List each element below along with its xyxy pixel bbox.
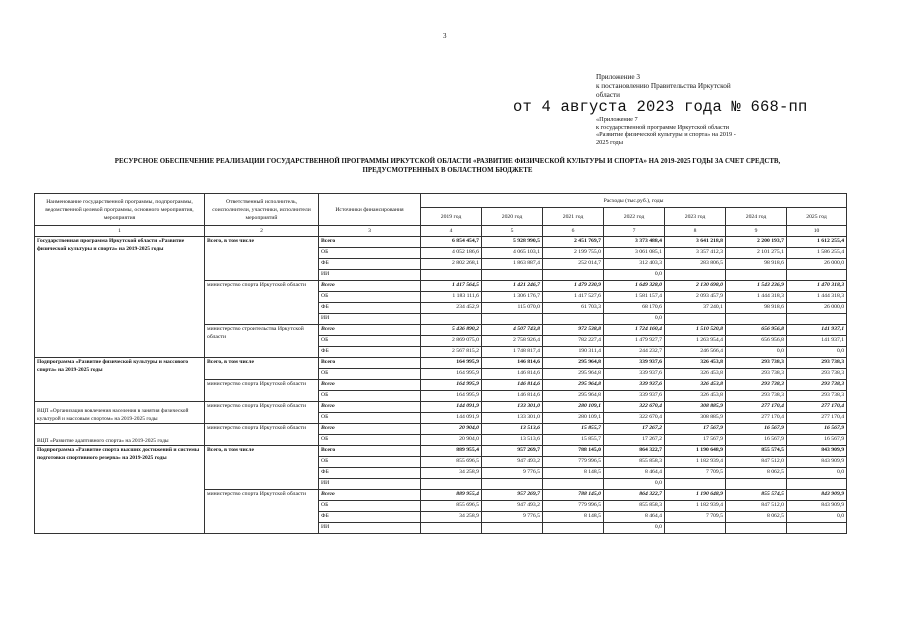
executor-cell: министерство спорта Иркутской области [205, 380, 319, 402]
executor-cell: министерство спорта Иркутской области [205, 490, 319, 534]
col-expenses-header: Расходы (тыс.руб.), годы [421, 194, 847, 208]
source-cell: ФБ [319, 512, 421, 523]
amount-cell: 277 170,4 [726, 402, 787, 413]
amount-cell: 244 232,7 [604, 347, 665, 358]
source-cell: ОБ [319, 248, 421, 259]
program-name-cell: Подпрограмма «Развитие физической культуры и массового спорта» на 2019-2025 годы [35, 358, 205, 402]
amount-cell: 13 513,6 [482, 435, 543, 446]
amount-cell: 133 301,0 [482, 402, 543, 413]
year-header: 2022 год [604, 208, 665, 226]
col-program-header: Наименование государственной программы, подпрограммы, ведомственной целевой программы, основного мероприятия, мероприятия [35, 194, 205, 226]
amount-cell: 37 240,1 [665, 303, 726, 314]
amount-cell: 17 567,9 [665, 435, 726, 446]
source-cell: ИИ [319, 270, 421, 281]
amount-cell: 843 909,9 [787, 490, 847, 501]
amount-cell: 13 513,6 [482, 424, 543, 435]
source-cell: ОБ [319, 501, 421, 512]
source-cell: ФБ [319, 347, 421, 358]
title-line: ПРЕДУСМОТРЕННЫХ В ОБЛАСТНОМ БЮДЖЕТЕ [362, 167, 533, 174]
annex-line: «Развитие физической культуры и спорта» на 2019 - [596, 131, 736, 139]
amount-cell [726, 523, 787, 534]
col-source-header: Источники финансирования [319, 194, 421, 226]
year-header: 2023 год [665, 208, 726, 226]
page-number: 3 [443, 32, 447, 40]
table-row [35, 237, 847, 248]
column-number: 8 [665, 226, 726, 237]
amount-cell: 293 738,3 [787, 391, 847, 402]
amount-cell: 1 444 318,3 [787, 292, 847, 303]
amount-cell: 8 464,4 [604, 512, 665, 523]
amount-cell: 326 453,8 [665, 391, 726, 402]
amount-cell: 1 421 246,7 [482, 281, 543, 292]
amount-cell: 8 148,5 [543, 512, 604, 523]
amount-cell: 98 918,6 [726, 259, 787, 270]
amount-cell: 252 014,7 [543, 259, 604, 270]
amount-cell: 0,0 [726, 347, 787, 358]
amount-cell: 957 269,7 [482, 446, 543, 457]
amount-cell: 0,0 [787, 512, 847, 523]
amount-cell: 855 696,5 [421, 457, 482, 468]
amount-cell: 1 417 527,6 [543, 292, 604, 303]
table-row [35, 358, 847, 369]
amount-cell: 8 062,5 [726, 512, 787, 523]
amount-cell: 144 091,9 [421, 413, 482, 424]
amount-cell: 7 709,5 [665, 468, 726, 479]
amount-cell: 1 182 939,4 [665, 501, 726, 512]
amount-cell [726, 270, 787, 281]
executor-cell: министерство спорта Иркутской области [205, 281, 319, 325]
amount-cell: 864 322,7 [604, 490, 665, 501]
amount-cell: 293 738,3 [726, 369, 787, 380]
amount-cell: 293 738,3 [726, 358, 787, 369]
amount-cell [421, 479, 482, 490]
source-cell: ОБ [319, 391, 421, 402]
amount-cell: 1 479 230,9 [543, 281, 604, 292]
year-header: 2019 год [421, 208, 482, 226]
amount-cell: 326 453,8 [665, 380, 726, 391]
col-executor-header: Ответственный исполнитель, соисполнители, участники, исполнители мероприятий [205, 194, 319, 226]
amount-cell: 34 258,9 [421, 468, 482, 479]
amount-cell: 1 612 255,4 [787, 237, 847, 248]
amount-cell [543, 314, 604, 325]
document-title [40, 157, 855, 175]
source-cell: Всего [319, 358, 421, 369]
amount-cell: 947 493,2 [482, 501, 543, 512]
amount-cell: 280 109,1 [543, 402, 604, 413]
amount-cell: 0,0 [604, 314, 665, 325]
amount-cell: 0,0 [604, 523, 665, 534]
amount-cell: 146 814,6 [482, 391, 543, 402]
amount-cell: 1 510 520,8 [665, 325, 726, 336]
amount-cell: 855 696,5 [421, 501, 482, 512]
amount-cell: 293 738,3 [726, 380, 787, 391]
amount-cell: 164 995,9 [421, 369, 482, 380]
amount-cell: 277 170,4 [726, 413, 787, 424]
amount-cell: 277 170,4 [787, 413, 847, 424]
amount-cell: 2 869 075,0 [421, 336, 482, 347]
amount-cell: 843 909,9 [787, 501, 847, 512]
amount-cell: 855 858,3 [604, 457, 665, 468]
source-cell: Всего [319, 325, 421, 336]
source-cell: ФБ [319, 259, 421, 270]
source-cell: Всего [319, 424, 421, 435]
amount-cell [726, 314, 787, 325]
amount-cell [421, 314, 482, 325]
amount-cell: 1 263 954,4 [665, 336, 726, 347]
amount-cell [665, 270, 726, 281]
amount-cell: 3 061 085,1 [604, 248, 665, 259]
amount-cell [421, 270, 482, 281]
amount-cell: 656 956,8 [726, 336, 787, 347]
header-row [35, 194, 847, 208]
amount-cell: 4 065 103,1 [482, 248, 543, 259]
amount-cell: 26 000,0 [787, 303, 847, 314]
executor-cell: Всего, в том числе [205, 237, 319, 281]
amount-cell: 283 806,5 [665, 259, 726, 270]
amount-cell: 2 758 926,4 [482, 336, 543, 347]
amount-cell [543, 270, 604, 281]
program-name-cell: ВЦП «Организация вовлечения населения в занятия физической культурой и массовым спортом» на 2019-2025 годы [35, 402, 205, 424]
amount-cell [787, 270, 847, 281]
amount-cell: 20 904,0 [421, 435, 482, 446]
amount-cell: 20 904,0 [421, 424, 482, 435]
column-number: 7 [604, 226, 665, 237]
amount-cell: 782 227,4 [543, 336, 604, 347]
amount-cell: 847 512,0 [726, 501, 787, 512]
amount-cell: 295 964,8 [543, 358, 604, 369]
amount-cell: 16 567,9 [726, 435, 787, 446]
source-cell: Всего [319, 402, 421, 413]
amount-cell: 295 964,8 [543, 391, 604, 402]
amount-cell: 339 937,6 [604, 358, 665, 369]
year-header: 2024 год [726, 208, 787, 226]
amount-cell: 9 776,5 [482, 512, 543, 523]
source-cell: ОБ [319, 369, 421, 380]
column-number: 1 [35, 226, 205, 237]
amount-cell: 1 190 648,9 [665, 446, 726, 457]
annex-line: 2025 годы [596, 138, 623, 146]
amount-cell: 68 170,6 [604, 303, 665, 314]
amount-cell: 1 543 236,9 [726, 281, 787, 292]
amount-cell: 8 062,5 [726, 468, 787, 479]
amount-cell: 1 183 111,6 [421, 292, 482, 303]
amount-cell: 788 145,0 [543, 490, 604, 501]
amount-cell: 779 996,5 [543, 501, 604, 512]
year-header: 2025 год [787, 208, 847, 226]
amount-cell: 26 000,0 [787, 259, 847, 270]
source-cell: ИИ [319, 523, 421, 534]
amount-cell: 326 453,8 [665, 358, 726, 369]
amount-cell: 144 091,9 [421, 402, 482, 413]
amount-cell: 9 776,5 [482, 468, 543, 479]
amount-cell: 779 996,5 [543, 457, 604, 468]
amount-cell: 164 995,9 [421, 391, 482, 402]
table-row [35, 446, 847, 457]
amount-cell: 146 814,6 [482, 369, 543, 380]
amount-cell: 1 748 817,4 [482, 347, 543, 358]
amount-cell: 1 306 176,7 [482, 292, 543, 303]
source-cell: ФБ [319, 303, 421, 314]
amount-cell: 2 101 275,1 [726, 248, 787, 259]
amount-cell: 164 995,9 [421, 358, 482, 369]
table-row [35, 402, 847, 413]
amount-cell: 326 453,8 [665, 369, 726, 380]
amount-cell: 2 130 698,0 [665, 281, 726, 292]
amount-cell [543, 523, 604, 534]
amount-cell [543, 479, 604, 490]
amount-cell: 3 641 218,8 [665, 237, 726, 248]
amount-cell: 277 170,4 [787, 402, 847, 413]
amount-cell: 6 854 454,7 [421, 237, 482, 248]
amount-cell: 972 538,8 [543, 325, 604, 336]
amount-cell: 234 452,9 [421, 303, 482, 314]
source-cell: ОБ [319, 292, 421, 303]
amount-cell: 16 567,9 [787, 424, 847, 435]
executor-cell: Всего, в том числе [205, 446, 319, 490]
amount-cell: 2 802 268,1 [421, 259, 482, 270]
resource-table [34, 193, 847, 534]
column-number: 10 [787, 226, 847, 237]
amount-cell: 61 703,3 [543, 303, 604, 314]
amount-cell: 4 052 186,6 [421, 248, 482, 259]
amount-cell: 1 863 887,4 [482, 259, 543, 270]
amount-cell: 889 955,4 [421, 490, 482, 501]
amount-cell: 843 909,9 [787, 457, 847, 468]
amount-cell: 2 200 193,7 [726, 237, 787, 248]
amount-cell: 293 738,3 [787, 358, 847, 369]
amount-cell: 656 956,8 [726, 325, 787, 336]
amount-cell: 15 855,7 [543, 424, 604, 435]
amount-cell: 16 567,9 [787, 435, 847, 446]
amount-cell: 339 937,6 [604, 391, 665, 402]
amount-cell [787, 479, 847, 490]
amount-cell: 8 148,5 [543, 468, 604, 479]
amount-cell [482, 314, 543, 325]
amount-cell: 339 937,6 [604, 380, 665, 391]
column-number: 3 [319, 226, 421, 237]
amount-cell [787, 523, 847, 534]
amount-cell: 864 322,7 [604, 446, 665, 457]
source-cell: ИИ [319, 314, 421, 325]
amount-cell: 0,0 [787, 347, 847, 358]
year-header: 2021 год [543, 208, 604, 226]
source-cell: ОБ [319, 413, 421, 424]
amount-cell: 3 357 412,3 [665, 248, 726, 259]
amount-cell: 133 301,0 [482, 413, 543, 424]
source-cell: Всего [319, 446, 421, 457]
amount-cell [665, 523, 726, 534]
amount-cell: 308 885,9 [665, 413, 726, 424]
amount-cell: 146 814,6 [482, 358, 543, 369]
amount-cell: 246 566,4 [665, 347, 726, 358]
amount-cell: 855 574,5 [726, 446, 787, 457]
source-cell: Всего [319, 490, 421, 501]
source-cell: Всего [319, 281, 421, 292]
amount-cell: 17 567,9 [665, 424, 726, 435]
amount-cell: 98 918,6 [726, 303, 787, 314]
amount-cell [726, 479, 787, 490]
amount-cell: 34 258,9 [421, 512, 482, 523]
source-cell: ОБ [319, 435, 421, 446]
amount-cell: 141 937,1 [787, 325, 847, 336]
amount-cell: 855 858,3 [604, 501, 665, 512]
annex-line: «Приложение 7 [596, 116, 638, 123]
source-cell: ОБ [319, 336, 421, 347]
resolution-date: от 4 августа 2023 года № 668-пп [513, 98, 808, 116]
column-number: 4 [421, 226, 482, 237]
amount-cell: 164 995,9 [421, 380, 482, 391]
amount-cell: 141 937,1 [787, 336, 847, 347]
amount-cell: 293 738,3 [787, 380, 847, 391]
column-number: 5 [482, 226, 543, 237]
annex-line: к государственной программе Иркутской области [596, 123, 729, 131]
executor-cell: министерство спорта Иркутской области [205, 424, 319, 446]
amount-cell: 855 574,5 [726, 490, 787, 501]
amount-cell: 5 436 890,2 [421, 325, 482, 336]
amount-cell: 2 567 815,2 [421, 347, 482, 358]
amount-cell: 2 093 457,9 [665, 292, 726, 303]
amount-cell: 293 738,3 [726, 391, 787, 402]
amount-cell: 16 567,9 [726, 424, 787, 435]
amount-cell: 1 586 255,4 [787, 248, 847, 259]
program-name-cell: Государственная программа Иркутской области «Развитие физической культуры и спорта» на 2019-2025 годы [35, 237, 205, 358]
amount-cell: 190 311,4 [543, 347, 604, 358]
amount-cell [482, 270, 543, 281]
amount-cell: 280 109,1 [543, 413, 604, 424]
column-number: 6 [543, 226, 604, 237]
amount-cell: 5 928 990,5 [482, 237, 543, 248]
amount-cell: 1 444 318,3 [726, 292, 787, 303]
executor-cell: Всего, в том числе [205, 358, 319, 380]
executor-cell: министерство спорта Иркутской области [205, 402, 319, 424]
amount-cell: 847 512,0 [726, 457, 787, 468]
amount-cell: 0,0 [787, 468, 847, 479]
amount-cell: 1 581 157,4 [604, 292, 665, 303]
amount-cell: 1 417 564,5 [421, 281, 482, 292]
amount-cell: 957 269,7 [482, 490, 543, 501]
title-line: РЕСУРСНОЕ ОБЕСПЕЧЕНИЕ РЕАЛИЗАЦИИ ГОСУДАРСТВЕННОЙ ПРОГРАММЫ ИРКУТСКОЙ ОБЛАСТИ «РАЗВИТИЕ ФИЗИЧЕСКОЙ КУЛЬТУРЫ И СПОРТА» НА 2019-2025 ГОДЫ ЗА СЧЕТ СРЕДСТВ, [114, 158, 781, 165]
source-cell: ОБ [319, 457, 421, 468]
amount-cell: 17 267,2 [604, 435, 665, 446]
column-numbers-row [35, 226, 847, 237]
amount-cell: 1 470 318,3 [787, 281, 847, 292]
amount-cell: 1 649 328,0 [604, 281, 665, 292]
amount-cell: 889 955,4 [421, 446, 482, 457]
table-row [35, 424, 847, 435]
amount-cell [665, 479, 726, 490]
amount-cell: 295 964,8 [543, 380, 604, 391]
amount-cell: 295 964,8 [543, 369, 604, 380]
amount-cell: 146 814,6 [482, 380, 543, 391]
source-cell: Всего [319, 380, 421, 391]
source-cell: ФБ [319, 468, 421, 479]
amount-cell: 312 403,3 [604, 259, 665, 270]
annex-reference [596, 116, 781, 146]
amount-cell: 1 182 939,4 [665, 457, 726, 468]
amount-cell [665, 314, 726, 325]
amount-cell: 1 479 927,7 [604, 336, 665, 347]
column-number: 9 [726, 226, 787, 237]
amount-cell: 4 507 743,8 [482, 325, 543, 336]
amount-cell: 947 493,2 [482, 457, 543, 468]
amount-cell: 115 070,0 [482, 303, 543, 314]
column-number: 2 [205, 226, 319, 237]
amount-cell: 788 145,0 [543, 446, 604, 457]
amount-cell [787, 314, 847, 325]
source-cell: ИИ [319, 479, 421, 490]
program-name-cell: ВЦП «Развитие адаптивного спорта» на 2019-2025 годы [35, 424, 205, 446]
amount-cell: 308 885,9 [665, 402, 726, 413]
amount-cell: 8 464,4 [604, 468, 665, 479]
document-header [596, 73, 776, 100]
executor-cell: министерство строительства Иркутской области [205, 325, 319, 358]
amount-cell: 15 855,7 [543, 435, 604, 446]
amount-cell: 2 451 769,7 [543, 237, 604, 248]
amount-cell [421, 523, 482, 534]
year-header: 2020 год [482, 208, 543, 226]
amount-cell: 2 199 755,0 [543, 248, 604, 259]
amount-cell: 843 909,9 [787, 446, 847, 457]
amount-cell [482, 523, 543, 534]
program-name-cell: Подпрограмма «Развитие спорта высших достижений и системы подготовки спортивного резерва» на 2019-2025 годы [35, 446, 205, 534]
amount-cell: 7 709,5 [665, 512, 726, 523]
amount-cell: 3 373 488,4 [604, 237, 665, 248]
amount-cell: 339 937,6 [604, 369, 665, 380]
amount-cell: 1 724 160,4 [604, 325, 665, 336]
amount-cell: 1 190 648,9 [665, 490, 726, 501]
source-cell: Всего [319, 237, 421, 248]
header-line: Приложение 3 [596, 73, 640, 81]
amount-cell: 322 670,4 [604, 413, 665, 424]
amount-cell: 0,0 [604, 479, 665, 490]
amount-cell: 17 267,2 [604, 424, 665, 435]
header-line: к постановлению Правительства Иркутской [596, 82, 731, 90]
amount-cell [482, 479, 543, 490]
amount-cell: 0,0 [604, 270, 665, 281]
amount-cell: 322 670,4 [604, 402, 665, 413]
amount-cell: 293 738,3 [787, 369, 847, 380]
header-line: области [596, 91, 621, 99]
